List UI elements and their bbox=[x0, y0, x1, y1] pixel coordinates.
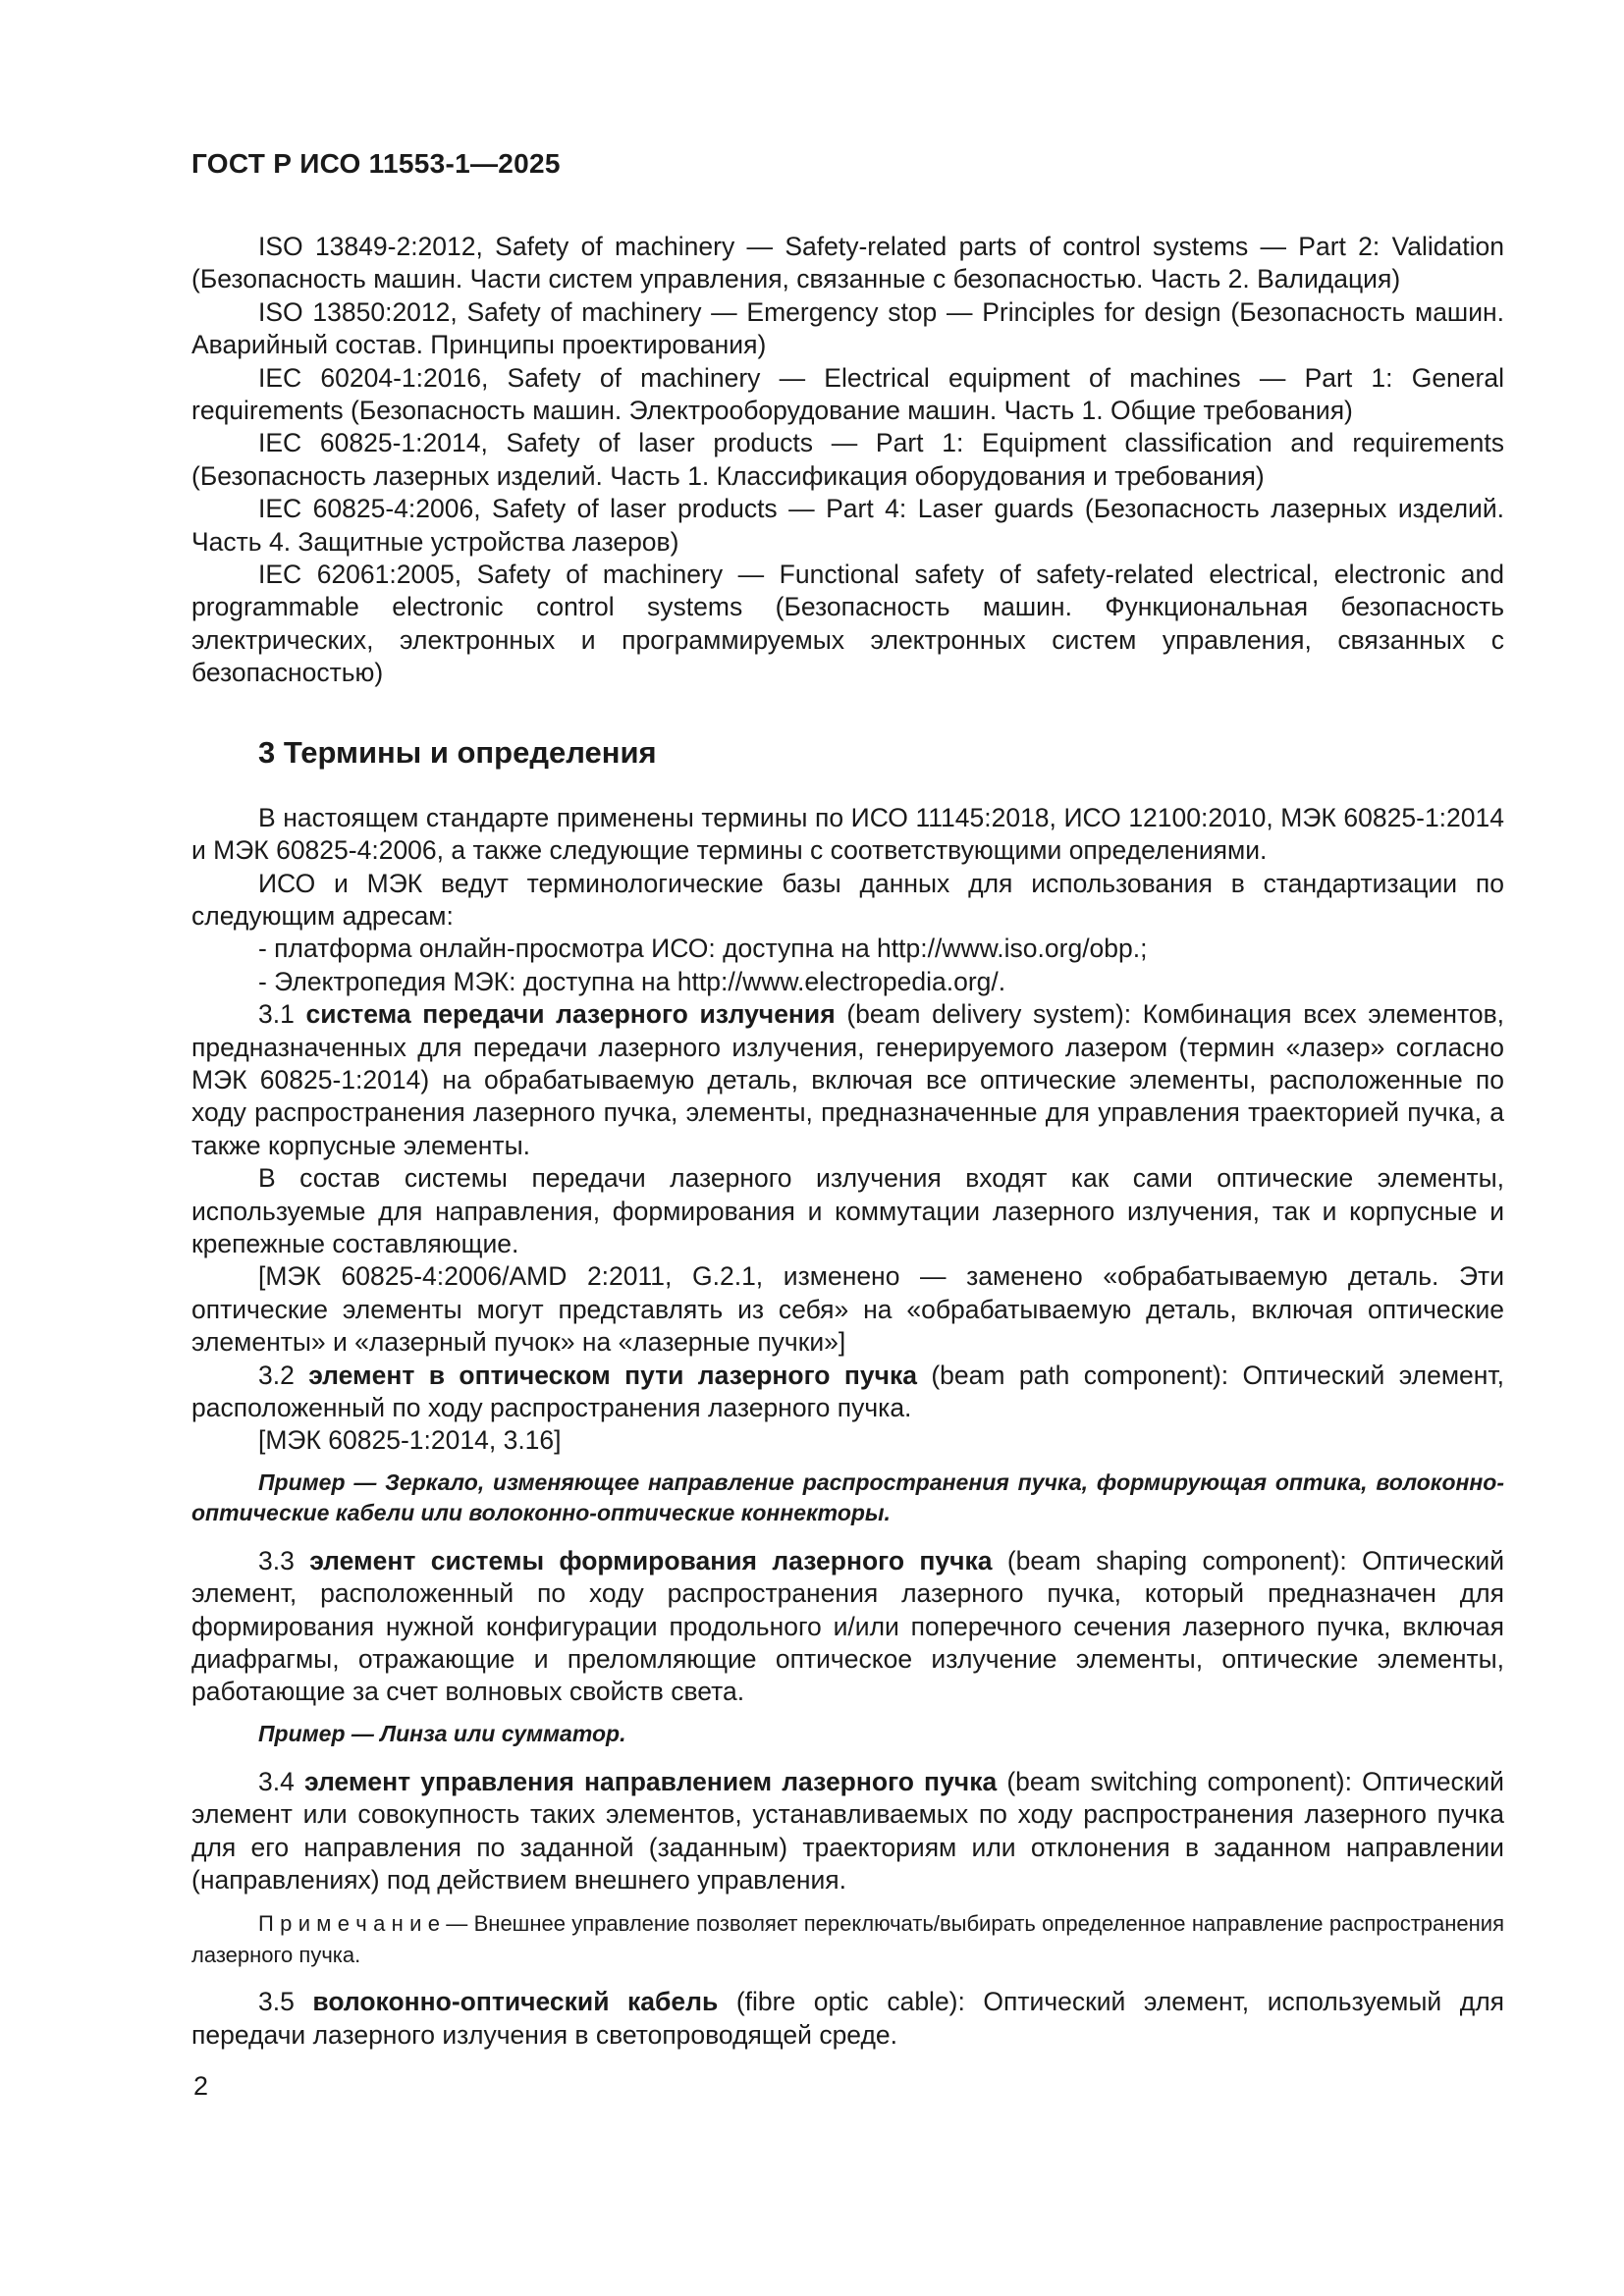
text-column bbox=[191, 147, 1504, 2052]
terminology-databases-paragraph: ИСО и МЭК ведут терминологические базы данных для использования в стандартизации по следующим адресам: bbox=[191, 868, 1504, 931]
page-number: 2 bbox=[193, 2071, 209, 2101]
term-number: 3.1 bbox=[258, 999, 306, 1030]
term-title: волоконно-оптический кабель bbox=[312, 1987, 719, 2017]
section-heading-terms-definitions: 3 Термины и определения bbox=[258, 734, 657, 770]
list-item-iso-obp-platform: - платформа онлайн-просмотра ИСО: доступна на http://www.iso.org/obp.; bbox=[258, 934, 1148, 964]
term-3-1-source-reference: [МЭК 60825-4:2006/AMD 2:2011, G.2.1, изменено — заменено «обрабатываемую деталь. Эти оптические элементы могут представлять из себя» на «обрабатываемую деталь, включая оптические элементы» и «лазерный пучок» на «лазерные пучки»] bbox=[191, 1261, 1504, 1358]
terms-intro-paragraph: В настоящем стандарте применены термины по ИСО 11145:2018, ИСО 12100:2010, МЭК 60825-1:2014 и МЭК 60825-4:2006, а также следующие термины с соответствующими определениями. bbox=[191, 802, 1504, 866]
term-title: элемент системы формирования лазерного пучка bbox=[309, 1545, 993, 1575]
term-number: 3.3 bbox=[258, 1545, 310, 1575]
document-code-header: ГОСТ Р ИСО 11553-1—2025 bbox=[191, 148, 561, 179]
term-entry-3-3 bbox=[191, 1545, 1504, 1709]
reference-item-iso-13849: ISO 13849-2:2012, Safety of machinery — Safety-related parts of control systems — Part 2: Validation (Безопасность машин. Части систем управления, связанные с безопасностью. Часть 2. Валидация) bbox=[191, 232, 1504, 294]
list-item-iec-electropedia: - Электропедия МЭК: доступна на http://www.electropedia.org/. bbox=[258, 966, 1006, 996]
normative-references-list bbox=[191, 231, 1504, 690]
reference-item-iso-13850: ISO 13850:2012, Safety of machinery — Emergency stop — Principles for design (Безопасность машин. Аварийный состав. Принципы проектирования) bbox=[191, 296, 1504, 360]
term-entry-3-4 bbox=[191, 1766, 1504, 1897]
term-definition: (beam delivery system): Комбинация всех элементов, предназначенных для передачи лазерного излучения, генерируемого лазером (термин «лазер» согласно МЭК 60825-1:2014) на обрабатываемую деталь, включая все оптические элементы, расположенные по ходу распространения лазерного пучка, элементы, предназначенные для управления траекторией пучка, а также корпусные элементы. bbox=[191, 999, 1505, 1160]
term-number: 3.4 bbox=[258, 1766, 304, 1796]
term-3-3-example: Пример — Линза или сумматор. bbox=[258, 1720, 626, 1746]
reference-item-iec-62061: IEC 62061:2005, Safety of machinery — Functional safety of safety-related electrical, electronic and programmable electronic control systems (Безопасность машин. Функциональная безопасность электрических, электронных и программируемых электронных систем управления, связанных с безопасностью) bbox=[191, 560, 1504, 688]
term-entry-3-1 bbox=[191, 998, 1504, 1162]
term-number: 3.2 bbox=[258, 1360, 309, 1390]
reference-item-iec-60825-4: IEC 60825-4:2006, Safety of laser products — Part 4: Laser guards (Безопасность лазерных изделий. Часть 4. Защитные устройства лазеров) bbox=[191, 494, 1504, 557]
reference-item-iec-60204: IEC 60204-1:2016, Safety of machinery — Electrical equipment of machines — Part 1: General requirements (Безопасность машин. Электрооборудование машин. Часть 1. Общие требования) bbox=[191, 362, 1504, 426]
term-number: 3.5 bbox=[258, 1987, 313, 2017]
term-title: элемент управления направлением лазерного пучка bbox=[303, 1766, 998, 1796]
term-3-2-example: Пример — Зеркало, изменяющее направление распространения пучка, формирующая оптика, волоконно-оптические кабели или волоконно-оптические коннекторы. bbox=[191, 1468, 1504, 1525]
term-definition: (beam path component): Оптический элемент, расположенный по ходу распространения лазерного пучка. bbox=[191, 1360, 1504, 1422]
term-3-2-source-reference: [МЭК 60825-1:2014, 3.16] bbox=[258, 1425, 562, 1456]
term-entry-3-5 bbox=[191, 1986, 1504, 2052]
term-definition: (beam switching component): Оптический элемент или совокупность таких элементов, устанавливаемых по ходу распространения лазерного пучка для его направления по заданной (заданным) траекториям или отклонения в заданном направлении (направлениях) под действием внешнего управления. bbox=[191, 1766, 1504, 1896]
term-definition: (fibre optic cable): Оптический элемент, используемый для передачи лазерного излучения в светопроводящей среде. bbox=[191, 1987, 1505, 2050]
term-title: система передачи лазерного излучения bbox=[305, 999, 836, 1030]
term-entry-3-2 bbox=[191, 1360, 1504, 1425]
reference-item-iec-60825-1: IEC 60825-1:2014, Safety of laser products — Part 1: Equipment classification and requirements (Безопасность лазерных изделий. Часть 1. Классификация оборудования и требования) bbox=[191, 428, 1504, 491]
term-3-1-addition-paragraph: В состав системы передачи лазерного излучения входят как сами оптические элементы, используемые для направления, формирования и коммутации лазерного излучения, так и корпусные и крепежные составляющие. bbox=[191, 1163, 1504, 1258]
term-definition: (beam shaping component): Оптический элемент, расположенный по ходу распространения лазерного пучка, который предназначен для формирования нужной конфигурации продольного и/или поперечного сечения лазерного пучка, включая диафрагмы, отражающие и преломляющие оптическое излучение элементы, оптические элементы, работающие за счет волновых свойств света. bbox=[191, 1545, 1505, 1707]
term-3-4-note: П р и м е ч а н и е — Внешнее управление позволяет переключать/выбирать определенное направление распространения лазерного пучка. bbox=[191, 1911, 1504, 1968]
term-title: элемент в оптическом пути лазерного пучка bbox=[308, 1360, 917, 1390]
